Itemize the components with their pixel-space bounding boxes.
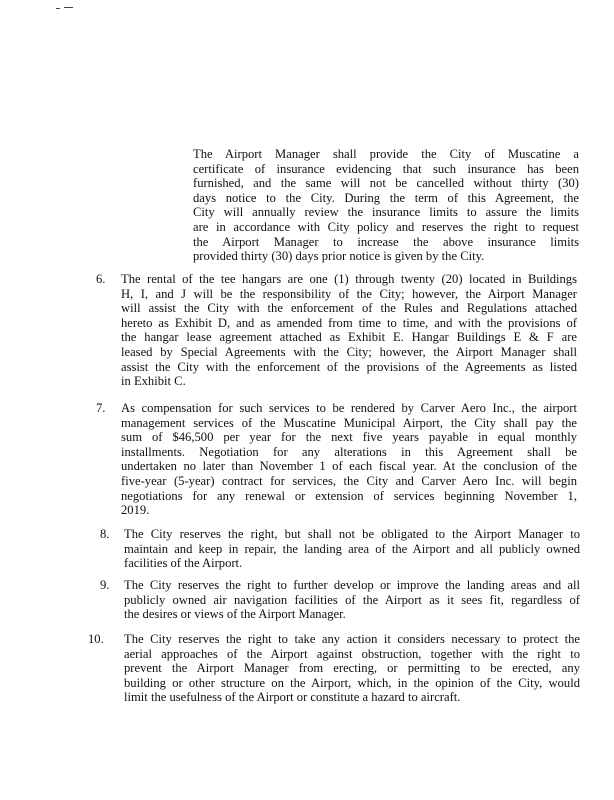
text-line: provided thirty (30) days prior notice is given by the City.: [193, 249, 485, 264]
text-line: H, I, and J will be the responsibility of the City; however, the Airport Manager: [121, 286, 577, 301]
text-line: The City reserves the right to further develop or improve the landing areas and all: [124, 578, 580, 592]
item-number: 10.: [88, 632, 104, 646]
text-line: will assist the City with the enforcement of the Rules and Regulations attached: [121, 301, 577, 316]
text-line: building or other structure on the Airport, which, in the opinion of the City, would: [124, 675, 580, 690]
text-line: in Exhibit C.: [121, 374, 186, 389]
item-number: 9.: [100, 578, 110, 592]
text-line: five-year (5-year) contract for services, the City and Carver Aero Inc. will begin: [121, 473, 577, 488]
text-line: publicly owned air navigation facilities of the Airport as it sees fit, regardless of: [124, 592, 580, 607]
text-line: negotiations for any renewal or extension of services beginning November 1,: [121, 488, 577, 503]
text-line: the hangar lease agreement attached as Exhibit E. Hangar Buildings E & F are: [121, 330, 577, 345]
numbered-clause-10: [124, 632, 580, 705]
text-line: certificate of insurance evidencing that such insurance has been: [193, 161, 579, 176]
text-line: aerial approaches of the Airport against obstruction, together with the right to: [124, 646, 580, 661]
insurance-paragraph: [193, 147, 579, 264]
numbered-clause-8: [124, 527, 580, 571]
text-line: prevent the Airport Manager from erecting, or permitting to be erected, any: [124, 661, 580, 676]
text-line: maintain and keep in repair, the landing area of the Airport and all publicly owned: [124, 541, 580, 556]
text-line: days notice to the City. During the term of this Agreement, the: [193, 190, 579, 205]
text-line: 2019.: [121, 503, 150, 518]
text-line: The City reserves the right, but shall not be obligated to the Airport Manager to: [124, 527, 580, 541]
text-line: furnished, and the same will not be cancelled without thirty (30): [193, 176, 579, 191]
text-line: the Airport Manager to increase the above insurance limits: [193, 234, 579, 249]
text-line: sum of $46,500 per year for the next five years payable in equal monthly: [121, 430, 577, 445]
text-line: leased by Special Agreements with the City; however, the Airport Manager shall: [121, 344, 577, 359]
text-line: limit the usefulness of the Airport or constitute a hazard to aircraft.: [124, 690, 461, 705]
text-line: assist the City with the enforcement of the provisions of the Agreements as listed: [121, 359, 577, 374]
text-line: hereto as Exhibit D, and as amended from time to time, and with the provisions of: [121, 315, 577, 330]
item-number: 7.: [96, 401, 106, 415]
text-line: installments. Negotiation for any alterations in this Agreement shall be: [121, 444, 577, 459]
text-line: undertaken no later than November 1 of each fiscal year. At the conclusion of the: [121, 459, 577, 474]
text-line: The Airport Manager shall provide the City of Muscatine a: [193, 147, 579, 161]
text-line: The rental of the tee hangars are one (1) through twenty (20) located in Buildings: [121, 272, 577, 286]
numbered-clause-9: [124, 578, 580, 622]
item-number: 6.: [96, 272, 106, 286]
text-line: facilities of the Airport.: [124, 556, 243, 571]
text-line: the desires or views of the Airport Manager.: [124, 607, 346, 622]
numbered-clause-7: [121, 401, 577, 518]
text-line: As compensation for such services to be rendered by Carver Aero Inc., the airport: [121, 401, 577, 415]
text-line: City will annually review the insurance limits to assure the limits: [193, 205, 579, 220]
text-line: The City reserves the right to take any action it considers necessary to protect the: [124, 632, 580, 646]
text-line: management services of the Muscatine Municipal Airport, the City shall pay the: [121, 415, 577, 430]
text-line: are in accordance with City policy and reserves the right to request: [193, 219, 579, 234]
scan-artifact: [64, 7, 73, 8]
item-number: 8.: [100, 527, 110, 541]
scan-artifact: [56, 8, 60, 9]
numbered-clause-6: [121, 272, 577, 389]
